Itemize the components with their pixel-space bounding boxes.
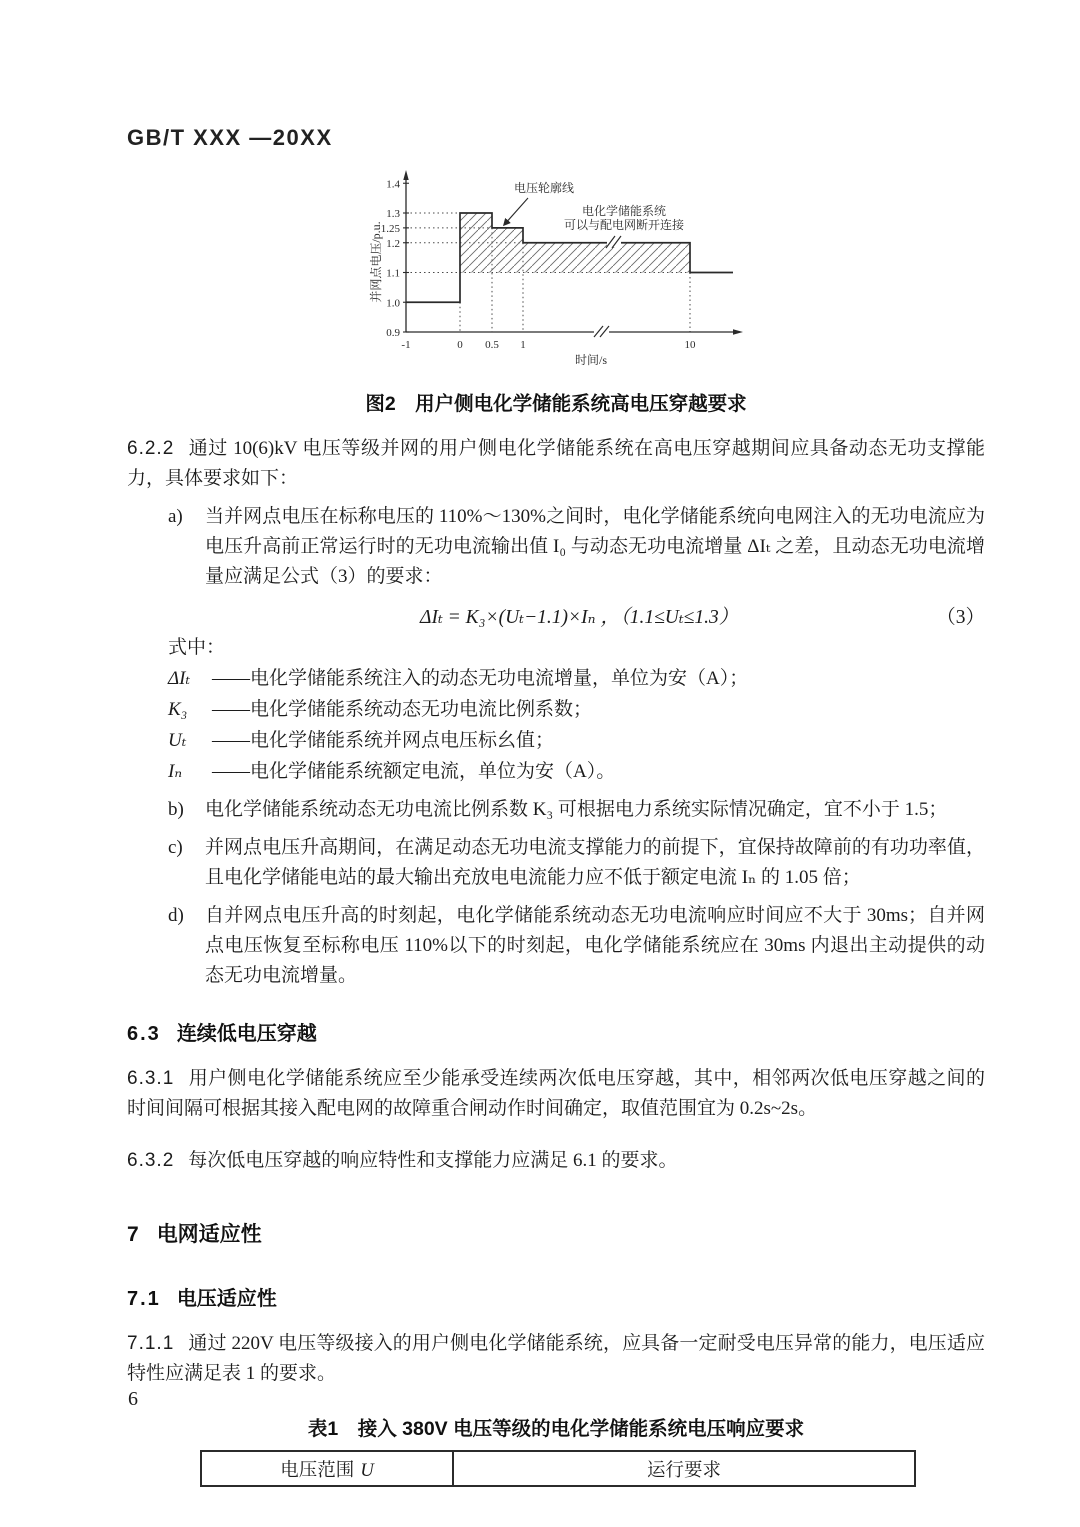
- svg-text:0: 0: [457, 339, 463, 351]
- svg-text:1.0: 1.0: [386, 297, 400, 310]
- svg-text:1.3: 1.3: [386, 208, 400, 220]
- list-item-c: [127, 833, 985, 893]
- definition-text: 电化学储能系统并网点电压标幺值；: [250, 730, 555, 751]
- item-text: 自并网点电压升高的时刻起，电化学储能系统动态无功电流响应时间应不大于 30ms；自并网点电压恢复至标称电压 110%以下的时刻起，电化学储能系统应在 30ms 内退出主动提供的动态无功电流增量。: [205, 905, 985, 986]
- list-item-d: [127, 901, 985, 991]
- clause-number: 6.2.2: [127, 438, 175, 459]
- table-header-row: [201, 1451, 915, 1486]
- symbol: ΔIₜ: [168, 668, 191, 689]
- item-text: 并网点电压升高期间，在满足动态无功电流支撑能力的前提下，宜保持故障前的有功功率值，且电化学储能电站的最大输出充放电电流能力应不低于额定电流 Iₙ 的 1.05 倍；: [205, 837, 985, 888]
- svg-text:1.4: 1.4: [386, 178, 400, 191]
- column-label: 运行要求: [646, 1460, 721, 1481]
- heading-number: 6.3: [127, 1023, 161, 1045]
- page-content: [127, 125, 985, 1487]
- heading-title: 电网适应性: [156, 1223, 262, 1246]
- clause-7-1-1: [127, 1329, 985, 1389]
- heading-number: 7.1: [127, 1288, 161, 1310]
- clause-6-3-1: [127, 1064, 985, 1124]
- definition-text: 电化学储能系统动态无功电流比例系数；: [250, 699, 593, 720]
- table-header-voltage-range: [201, 1451, 453, 1486]
- clause-text: 用户侧电化学储能系统应至少能承受连续两次低电压穿越，其中，相邻两次低电压穿越之间的时间间隔可根据其接入配电网的故障重合闸动作时间确定，取值范围宜为 0.2s~2s。: [127, 1068, 985, 1119]
- heading-7: [127, 1218, 985, 1248]
- clause-number: 7.1.1: [127, 1333, 175, 1354]
- column-symbol: U: [360, 1460, 374, 1481]
- clause-text: 通过 10(6)kV 电压等级并网的用户侧电化学储能系统在高电压穿越期间应具备动态无功支撑能力，具体要求如下：: [127, 438, 985, 489]
- symbol: Uₜ: [168, 730, 187, 751]
- item-text: 当并网点电压在标称电压的 110%～130%之间时，电化学储能系统向电网注入的无功电流应为电压升高前正常运行时的无功电流输出值 I₀ 与动态无功电流增量 ΔIₜ 之差，且动态无功电流增量应满足公式（3）的要求：: [205, 506, 985, 587]
- definition-text: 电化学储能系统额定电流，单位为安（A）。: [250, 761, 616, 782]
- item-text: 电化学储能系统动态无功电流比例系数 K₃ 可根据电力系统实际情况确定，宜不小于 1.5；: [205, 799, 948, 820]
- item-marker: d): [168, 905, 184, 926]
- symbol: Iₙ: [168, 761, 183, 782]
- svg-text:1.2: 1.2: [386, 237, 400, 250]
- svg-text:0.5: 0.5: [485, 339, 499, 351]
- where-label: 式中：: [168, 637, 226, 658]
- clause-6-2-2: [127, 434, 985, 494]
- definition-dash: ——: [212, 699, 250, 720]
- svg-text:1.1: 1.1: [386, 267, 400, 280]
- svg-text:并网点电压/p.u.: 并网点电压/p.u.: [369, 221, 383, 303]
- item-marker: b): [168, 799, 184, 820]
- formula-number: （3）: [936, 607, 985, 628]
- definition-text: 电化学储能系统注入的动态无功电流增量，单位为安（A）；: [250, 668, 749, 689]
- heading-title: 电压适应性: [176, 1288, 277, 1310]
- voltage-response-table: [200, 1450, 916, 1487]
- clause-text: 通过 220V 电压等级接入的用户侧电化学储能系统，应具备一定耐受电压异常的能力，电压适应特性应满足表 1 的要求。: [127, 1333, 985, 1384]
- heading-title: 连续低电压穿越: [176, 1023, 317, 1045]
- item-marker: a): [168, 506, 183, 527]
- formula-3: [127, 601, 985, 629]
- svg-text:-1: -1: [401, 339, 411, 351]
- heading-6-3: [127, 1017, 985, 1046]
- column-label: 电压范围: [280, 1460, 355, 1481]
- clause-text: 每次低电压穿越的响应特性和支撑能力应满足 6.1 的要求。: [188, 1150, 678, 1171]
- symbol-definition: [127, 663, 985, 694]
- heading-7-1: [127, 1282, 985, 1311]
- svg-text:可以与配电网断开连接: 可以与配电网断开连接: [563, 218, 685, 232]
- svg-text:1: 1: [520, 339, 526, 351]
- table-header-operation-requirement: [453, 1451, 915, 1486]
- svg-text:0.9: 0.9: [386, 327, 400, 339]
- definition-dash: ——: [212, 761, 250, 782]
- table-1-caption: 表1 接入 380V 电压等级的电化学储能系统电压响应要求: [307, 1418, 805, 1440]
- heading-number: 7: [127, 1223, 139, 1246]
- figure-caption: 图2 用户侧电化学储能系统高电压穿越要求: [365, 393, 747, 415]
- formula-expression: ΔIₜ = K₃×(Uₜ−1.1)×Iₙ ，（1.1≤Uₜ≤1.3）: [420, 607, 739, 628]
- item-marker: c): [168, 837, 183, 858]
- definition-dash: ——: [212, 668, 250, 689]
- symbol-definition: [127, 694, 985, 725]
- doc-number: GB/T XXX —20XX: [127, 125, 333, 150]
- svg-text:时间/s: 时间/s: [574, 353, 608, 367]
- svg-text:电化学储能系统: 电化学储能系统: [581, 204, 667, 218]
- hvrt-chart: [361, 167, 751, 377]
- clause-number: 6.3.1: [127, 1068, 175, 1089]
- page-number: 6: [128, 1388, 138, 1410]
- clause-6-3-2: [127, 1146, 985, 1176]
- list-item-b: [127, 795, 985, 825]
- symbol: K₃: [168, 699, 188, 720]
- svg-text:1.25: 1.25: [380, 222, 400, 235]
- figure-2: [361, 167, 751, 382]
- definition-dash: ——: [212, 730, 250, 751]
- list-item-a: [127, 502, 985, 592]
- svg-text:电压轮廓线: 电压轮廓线: [513, 181, 575, 195]
- svg-text:10: 10: [684, 339, 696, 351]
- symbol-definition: [127, 725, 985, 756]
- clause-number: 6.3.2: [127, 1150, 175, 1171]
- symbol-definition: [127, 756, 985, 787]
